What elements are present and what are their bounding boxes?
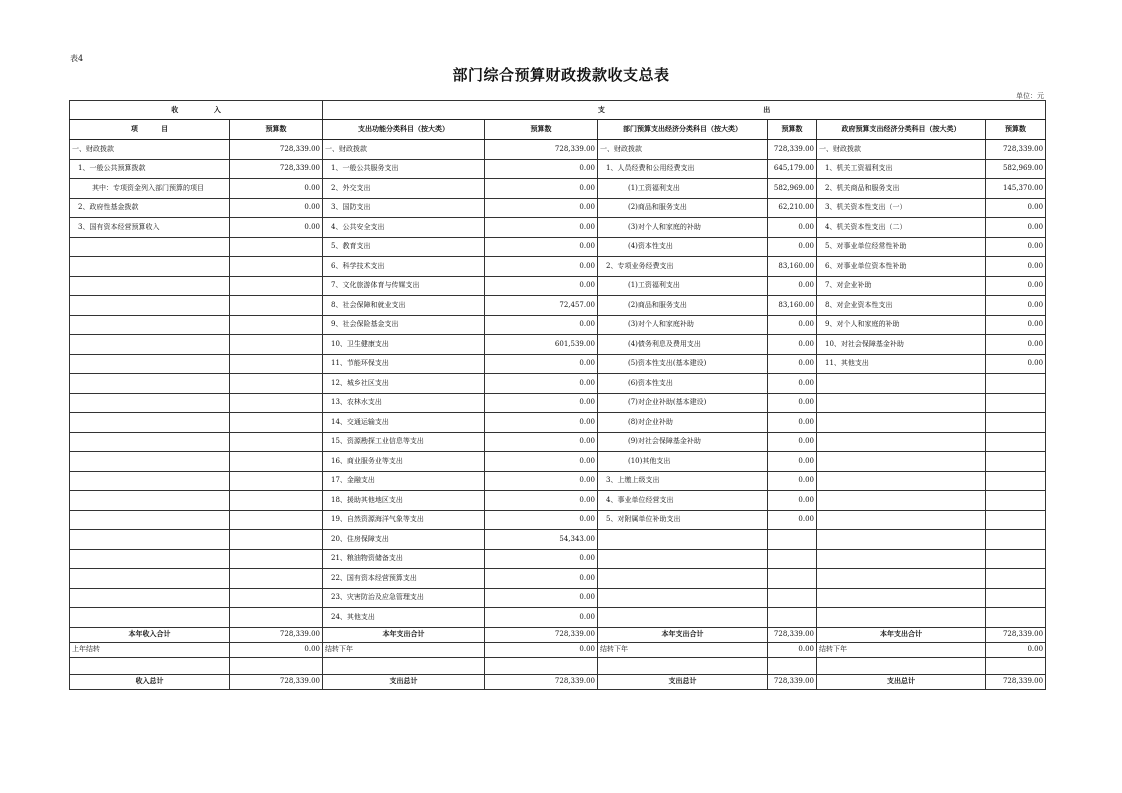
income-amount-cell xyxy=(230,237,323,257)
func-total-row-amount: 728,339.00 xyxy=(485,674,598,689)
dept-amount-cell: 0.00 xyxy=(768,237,817,257)
func-amount-cell: 0.00 xyxy=(485,276,598,296)
expense-group-char-1: 支 xyxy=(597,105,605,114)
income-amount-cell: 0.00 xyxy=(230,218,323,238)
func-amount-cell: 0.00 xyxy=(485,354,598,374)
income-item-cell: 1、一般公共预算拨款 xyxy=(70,159,230,179)
income-item-cell xyxy=(70,374,230,394)
income-total-row-label: 收入总计 xyxy=(70,674,230,689)
table-row xyxy=(70,432,1046,452)
gov-amount-cell: 0.00 xyxy=(986,198,1046,218)
income-amount-cell xyxy=(230,296,323,316)
income-item-cell: 3、国有资本经营预算收入 xyxy=(70,218,230,238)
gov-amount-cell xyxy=(986,471,1046,491)
func-item-cell: 23、灾害防治及应急管理支出 xyxy=(323,588,485,608)
gov-amount-cell: 0.00 xyxy=(986,218,1046,238)
func-item-cell: 一、财政拨款 xyxy=(323,140,485,160)
table-row xyxy=(70,413,1046,433)
gov-amount-cell xyxy=(986,549,1046,569)
dept-amount-cell: 0.00 xyxy=(768,413,817,433)
income-amount-cell xyxy=(230,588,323,608)
gov-amount-cell xyxy=(986,608,1046,628)
gov-item-cell: 9、对个人和家庭的补助 xyxy=(817,315,986,335)
func-item-cell: 6、科学技术支出 xyxy=(323,257,485,277)
income-item-cell xyxy=(70,569,230,589)
income-amount-cell xyxy=(230,452,323,472)
income-item-cell xyxy=(70,335,230,355)
gov-item-cell: 5、对事业单位经常性补助 xyxy=(817,237,986,257)
func-item-cell: 22、国有资本经营预算支出 xyxy=(323,569,485,589)
expense-group-header xyxy=(323,101,1046,120)
dept-amount-cell: 728,339.00 xyxy=(768,140,817,160)
dept-carry-row-amount: 0.00 xyxy=(768,642,817,657)
expense-group-char-2: 出 xyxy=(763,105,771,114)
table-row xyxy=(70,237,1046,257)
gov-amount-cell xyxy=(986,588,1046,608)
dept-item-cell xyxy=(598,608,768,628)
dept-amount-cell xyxy=(768,588,817,608)
dept-item-cell: (10)其他支出 xyxy=(598,452,768,472)
table-number: 表4 xyxy=(70,54,84,63)
func-amount-cell: 0.00 xyxy=(485,257,598,277)
income-amount-cell xyxy=(230,335,323,355)
dept-item-cell: (1)工资福利支出 xyxy=(598,276,768,296)
income-item-cell: 其中：专项资金列入部门预算的项目 xyxy=(70,179,230,199)
dept-amount-cell: 0.00 xyxy=(768,393,817,413)
gov-amount-cell xyxy=(986,432,1046,452)
income-item-cell xyxy=(70,588,230,608)
income-amount-cell xyxy=(230,530,323,550)
func-item-cell: 9、社会保险基金支出 xyxy=(323,315,485,335)
table-row xyxy=(70,218,1046,238)
gov-amount-cell xyxy=(986,452,1046,472)
income-item-cell xyxy=(70,452,230,472)
income-amount-cell xyxy=(230,549,323,569)
income-amount-cell: 0.00 xyxy=(230,198,323,218)
func-amount-cell: 0.00 xyxy=(485,471,598,491)
table-row xyxy=(70,296,1046,316)
dept-item-cell: 1、人员经费和公用经费支出 xyxy=(598,159,768,179)
func-item-cell: 2、外交支出 xyxy=(323,179,485,199)
dept-amount-cell xyxy=(768,608,817,628)
income-item-char-2: 目 xyxy=(161,125,169,133)
gov-carry-row-amount: 0.00 xyxy=(986,642,1046,657)
gov-amount-cell xyxy=(986,374,1046,394)
gov-amount-cell: 145,370.00 xyxy=(986,179,1046,199)
func-amount-cell: 0.00 xyxy=(485,198,598,218)
income-amount-cell: 728,339.00 xyxy=(230,159,323,179)
func-amount-cell: 0.00 xyxy=(485,218,598,238)
func-item-cell: 3、国防支出 xyxy=(323,198,485,218)
dept-amount-cell: 62,210.00 xyxy=(768,198,817,218)
func-amount-cell: 0.00 xyxy=(485,374,598,394)
dept-item-cell: 2、专项业务经费支出 xyxy=(598,257,768,277)
func-item-cell: 14、交通运输支出 xyxy=(323,413,485,433)
func-amount-cell: 0.00 xyxy=(485,491,598,511)
dept-item-cell xyxy=(598,530,768,550)
gov-item-cell: 11、其他支出 xyxy=(817,354,986,374)
func-subtotal-row-amount: 728,339.00 xyxy=(485,627,598,642)
income-item-cell xyxy=(70,413,230,433)
gov-item-cell xyxy=(817,491,986,511)
func-item-cell: 10、卫生健康支出 xyxy=(323,335,485,355)
dept-total-row-amount: 728,339.00 xyxy=(768,674,817,689)
gov-item-cell xyxy=(817,374,986,394)
gov-item-cell xyxy=(817,549,986,569)
dept-item-cell: (3)对个人和家庭的补助 xyxy=(598,218,768,238)
income-subtotal-row-amount: 728,339.00 xyxy=(230,627,323,642)
income-amount-cell xyxy=(230,413,323,433)
func-item-cell: 12、城乡社区支出 xyxy=(323,374,485,394)
gov-item-cell: 一、财政拨款 xyxy=(817,140,986,160)
dept-amount-cell: 0.00 xyxy=(768,276,817,296)
income-blank-row-amount xyxy=(230,657,323,674)
gov-item-cell: 8、对企业资本性支出 xyxy=(817,296,986,316)
income-item-header xyxy=(70,120,230,140)
dept-amount-cell: 582,969.00 xyxy=(768,179,817,199)
dept-item-header: 部门预算支出经济分类科目（按大类） xyxy=(598,120,768,140)
income-amount-cell: 728,339.00 xyxy=(230,140,323,160)
income-subtotal-row-label: 本年收入合计 xyxy=(70,627,230,642)
func-amount-cell: 0.00 xyxy=(485,159,598,179)
func-item-cell: 8、社会保障和就业支出 xyxy=(323,296,485,316)
table-row xyxy=(70,393,1046,413)
dept-item-cell: (2)商品和服务支出 xyxy=(598,296,768,316)
table-row xyxy=(70,198,1046,218)
dept-item-cell: (3)对个人和家庭补助 xyxy=(598,315,768,335)
dept-amount-cell: 0.00 xyxy=(768,218,817,238)
gov-item-cell xyxy=(817,569,986,589)
income-group-header xyxy=(70,101,323,120)
income-item-cell xyxy=(70,471,230,491)
func-amount-cell: 728,339.00 xyxy=(485,140,598,160)
gov-amount-cell: 582,969.00 xyxy=(986,159,1046,179)
dept-item-cell: (9)对社会保障基金补助 xyxy=(598,432,768,452)
unit-label: 单位：元 xyxy=(1016,92,1044,100)
income-amount-cell xyxy=(230,257,323,277)
dept-item-cell: (7)对企业补助(基本建设) xyxy=(598,393,768,413)
income-item-cell: 2、政府性基金拨款 xyxy=(70,198,230,218)
income-group-char-2: 入 xyxy=(213,105,221,114)
income-amount-cell xyxy=(230,569,323,589)
dept-amount-cell: 0.00 xyxy=(768,471,817,491)
dept-amount-cell: 645,179.00 xyxy=(768,159,817,179)
income-amount-cell xyxy=(230,510,323,530)
gov-amount-cell: 0.00 xyxy=(986,257,1046,277)
income-amount-cell xyxy=(230,471,323,491)
func-amount-cell: 0.00 xyxy=(485,549,598,569)
gov-item-cell xyxy=(817,432,986,452)
income-amount-cell xyxy=(230,393,323,413)
gov-subtotal-row-amount: 728,339.00 xyxy=(986,627,1046,642)
gov-item-cell xyxy=(817,471,986,491)
income-amount-cell xyxy=(230,315,323,335)
income-item-cell xyxy=(70,257,230,277)
gov-item-cell xyxy=(817,530,986,550)
func-subtotal-row-label: 本年支出合计 xyxy=(323,627,485,642)
func-amount-cell: 54,343.00 xyxy=(485,530,598,550)
table-row xyxy=(70,276,1046,296)
dept-item-cell: (4)资本性支出 xyxy=(598,237,768,257)
func-amount-cell: 0.00 xyxy=(485,588,598,608)
func-carry-row-label: 结转下年 xyxy=(323,642,485,657)
income-item-char-1: 项 xyxy=(130,125,138,133)
table-row xyxy=(70,471,1046,491)
income-item-cell xyxy=(70,491,230,511)
dept-amount-cell: 0.00 xyxy=(768,374,817,394)
func-amount-cell: 0.00 xyxy=(485,393,598,413)
dept-blank-row-label xyxy=(598,657,768,674)
dept-blank-row-amount xyxy=(768,657,817,674)
gov-amount-cell xyxy=(986,569,1046,589)
table-row xyxy=(70,530,1046,550)
gov-amount-cell: 0.00 xyxy=(986,237,1046,257)
func-item-cell: 24、其他支出 xyxy=(323,608,485,628)
gov-amount-cell: 0.00 xyxy=(986,296,1046,316)
dept-amount-cell: 83,160.00 xyxy=(768,257,817,277)
gov-total-row-amount: 728,339.00 xyxy=(986,674,1046,689)
gov-amount-cell xyxy=(986,491,1046,511)
header-row-columns xyxy=(70,120,1046,140)
income-group-char-1: 收 xyxy=(171,105,179,114)
func-amount-cell: 0.00 xyxy=(485,432,598,452)
func-item-cell: 18、援助其他地区支出 xyxy=(323,491,485,511)
func-item-cell: 17、金融支出 xyxy=(323,471,485,491)
table-row xyxy=(70,315,1046,335)
gov-item-cell: 7、对企业补助 xyxy=(817,276,986,296)
table-row xyxy=(70,569,1046,589)
dept-amount-cell: 0.00 xyxy=(768,335,817,355)
gov-amount-cell: 0.00 xyxy=(986,354,1046,374)
func-item-cell: 7、文化旅游体育与传媒支出 xyxy=(323,276,485,296)
func-amount-cell: 0.00 xyxy=(485,315,598,335)
income-item-cell xyxy=(70,549,230,569)
func-amount-header: 预算数 xyxy=(485,120,598,140)
dept-item-cell xyxy=(598,549,768,569)
carry-row xyxy=(70,642,1046,657)
subtotal-row xyxy=(70,627,1046,642)
dept-amount-cell xyxy=(768,569,817,589)
func-item-header: 支出功能分类科目（按大类） xyxy=(323,120,485,140)
dept-amount-cell: 0.00 xyxy=(768,354,817,374)
table-row xyxy=(70,549,1046,569)
gov-item-cell xyxy=(817,608,986,628)
gov-amount-cell: 0.00 xyxy=(986,315,1046,335)
func-amount-cell: 0.00 xyxy=(485,608,598,628)
income-item-cell xyxy=(70,276,230,296)
income-item-cell xyxy=(70,608,230,628)
gov-item-cell xyxy=(817,510,986,530)
func-blank-row-label xyxy=(323,657,485,674)
gov-item-cell: 3、机关资本性支出（一） xyxy=(817,198,986,218)
dept-amount-cell: 0.00 xyxy=(768,452,817,472)
income-total-row-amount: 728,339.00 xyxy=(230,674,323,689)
income-amount-cell xyxy=(230,491,323,511)
gov-subtotal-row-label: 本年支出合计 xyxy=(817,627,986,642)
gov-item-cell: 10、对社会保障基金补助 xyxy=(817,335,986,355)
gov-amount-cell xyxy=(986,510,1046,530)
gov-amount-cell xyxy=(986,530,1046,550)
gov-item-cell xyxy=(817,413,986,433)
gov-item-header: 政府预算支出经济分类科目（按大类） xyxy=(817,120,986,140)
table-row xyxy=(70,608,1046,628)
dept-item-cell: (6)资本性支出 xyxy=(598,374,768,394)
gov-amount-cell: 0.00 xyxy=(986,335,1046,355)
gov-item-cell xyxy=(817,452,986,472)
func-carry-row-amount: 0.00 xyxy=(485,642,598,657)
func-item-cell: 16、商业服务业等支出 xyxy=(323,452,485,472)
func-amount-cell: 0.00 xyxy=(485,510,598,530)
gov-amount-cell: 0.00 xyxy=(986,276,1046,296)
dept-amount-cell: 83,160.00 xyxy=(768,296,817,316)
gov-item-cell xyxy=(817,588,986,608)
func-item-cell: 19、自然资源海洋气象等支出 xyxy=(323,510,485,530)
income-amount-cell xyxy=(230,276,323,296)
income-item-cell xyxy=(70,315,230,335)
income-amount-cell xyxy=(230,608,323,628)
dept-item-cell: 一、财政拨款 xyxy=(598,140,768,160)
dept-carry-row-label: 结转下年 xyxy=(598,642,768,657)
func-amount-cell: 0.00 xyxy=(485,413,598,433)
total-row xyxy=(70,674,1046,689)
func-item-cell: 15、资源勘探工业信息等支出 xyxy=(323,432,485,452)
table-row xyxy=(70,374,1046,394)
dept-item-cell: 5、对附属单位补助支出 xyxy=(598,510,768,530)
gov-amount-cell xyxy=(986,413,1046,433)
dept-item-cell xyxy=(598,588,768,608)
table-row xyxy=(70,452,1046,472)
income-amount-cell xyxy=(230,374,323,394)
gov-blank-row-label xyxy=(817,657,986,674)
income-amount-header: 预算数 xyxy=(230,120,323,140)
income-blank-row-label xyxy=(70,657,230,674)
income-item-cell: 一、财政拨款 xyxy=(70,140,230,160)
gov-total-row-label: 支出总计 xyxy=(817,674,986,689)
dept-amount-header: 预算数 xyxy=(768,120,817,140)
income-amount-cell: 0.00 xyxy=(230,179,323,199)
income-amount-cell xyxy=(230,432,323,452)
dept-item-cell: (5)资本性支出(基本建设) xyxy=(598,354,768,374)
func-item-cell: 11、节能环保支出 xyxy=(323,354,485,374)
func-amount-cell: 0.00 xyxy=(485,237,598,257)
func-blank-row-amount xyxy=(485,657,598,674)
gov-amount-header: 预算数 xyxy=(986,120,1046,140)
func-amount-cell: 601,539.00 xyxy=(485,335,598,355)
gov-blank-row-amount xyxy=(986,657,1046,674)
table-row xyxy=(70,335,1046,355)
table-row xyxy=(70,140,1046,160)
func-amount-cell: 72,457.00 xyxy=(485,296,598,316)
func-amount-cell: 0.00 xyxy=(485,569,598,589)
table-row xyxy=(70,257,1046,277)
income-item-cell xyxy=(70,530,230,550)
gov-carry-row-label: 结转下年 xyxy=(817,642,986,657)
gov-item-cell: 1、机关工资福利支出 xyxy=(817,159,986,179)
func-item-cell: 21、粮油物资储备支出 xyxy=(323,549,485,569)
dept-item-cell: (8)对企业补助 xyxy=(598,413,768,433)
table-row xyxy=(70,491,1046,511)
dept-item-cell: (4)债务利息及费用支出 xyxy=(598,335,768,355)
dept-item-cell: (2)商品和服务支出 xyxy=(598,198,768,218)
blank-row xyxy=(70,657,1046,674)
header-row-groups xyxy=(70,101,1046,120)
dept-total-row-label: 支出总计 xyxy=(598,674,768,689)
gov-item-cell xyxy=(817,393,986,413)
income-amount-cell xyxy=(230,354,323,374)
table-row xyxy=(70,159,1046,179)
gov-item-cell: 2、机关商品和服务支出 xyxy=(817,179,986,199)
func-amount-cell: 0.00 xyxy=(485,452,598,472)
dept-item-cell: 4、事业单位经营支出 xyxy=(598,491,768,511)
budget-summary-table xyxy=(69,100,1046,690)
table-row xyxy=(70,588,1046,608)
func-item-cell: 20、住房保障支出 xyxy=(323,530,485,550)
dept-amount-cell: 0.00 xyxy=(768,491,817,511)
func-item-cell: 4、公共安全支出 xyxy=(323,218,485,238)
dept-amount-cell xyxy=(768,549,817,569)
dept-item-cell: (1)工资福利支出 xyxy=(598,179,768,199)
func-item-cell: 13、农林水支出 xyxy=(323,393,485,413)
gov-item-cell: 6、对事业单位资本性补助 xyxy=(817,257,986,277)
table-row xyxy=(70,510,1046,530)
gov-amount-cell xyxy=(986,393,1046,413)
income-item-cell xyxy=(70,237,230,257)
func-total-row-label: 支出总计 xyxy=(323,674,485,689)
dept-item-cell xyxy=(598,569,768,589)
income-item-cell xyxy=(70,296,230,316)
dept-amount-cell xyxy=(768,530,817,550)
income-item-cell xyxy=(70,432,230,452)
income-carry-row-amount: 0.00 xyxy=(230,642,323,657)
income-carry-row-label: 上年结转 xyxy=(70,642,230,657)
dept-amount-cell: 0.00 xyxy=(768,315,817,335)
dept-subtotal-row-amount: 728,339.00 xyxy=(768,627,817,642)
page-title: 部门综合预算财政拨款收支总表 xyxy=(452,66,670,84)
table-row xyxy=(70,179,1046,199)
dept-amount-cell: 0.00 xyxy=(768,432,817,452)
func-item-cell: 5、教育支出 xyxy=(323,237,485,257)
table-row xyxy=(70,354,1046,374)
income-item-cell xyxy=(70,393,230,413)
gov-item-cell: 4、机关资本性支出（二） xyxy=(817,218,986,238)
dept-amount-cell: 0.00 xyxy=(768,510,817,530)
func-amount-cell: 0.00 xyxy=(485,179,598,199)
gov-amount-cell: 728,339.00 xyxy=(986,140,1046,160)
func-item-cell: 1、一般公共服务支出 xyxy=(323,159,485,179)
income-item-cell xyxy=(70,354,230,374)
dept-item-cell: 3、上缴上级支出 xyxy=(598,471,768,491)
income-item-cell xyxy=(70,510,230,530)
dept-subtotal-row-label: 本年支出合计 xyxy=(598,627,768,642)
